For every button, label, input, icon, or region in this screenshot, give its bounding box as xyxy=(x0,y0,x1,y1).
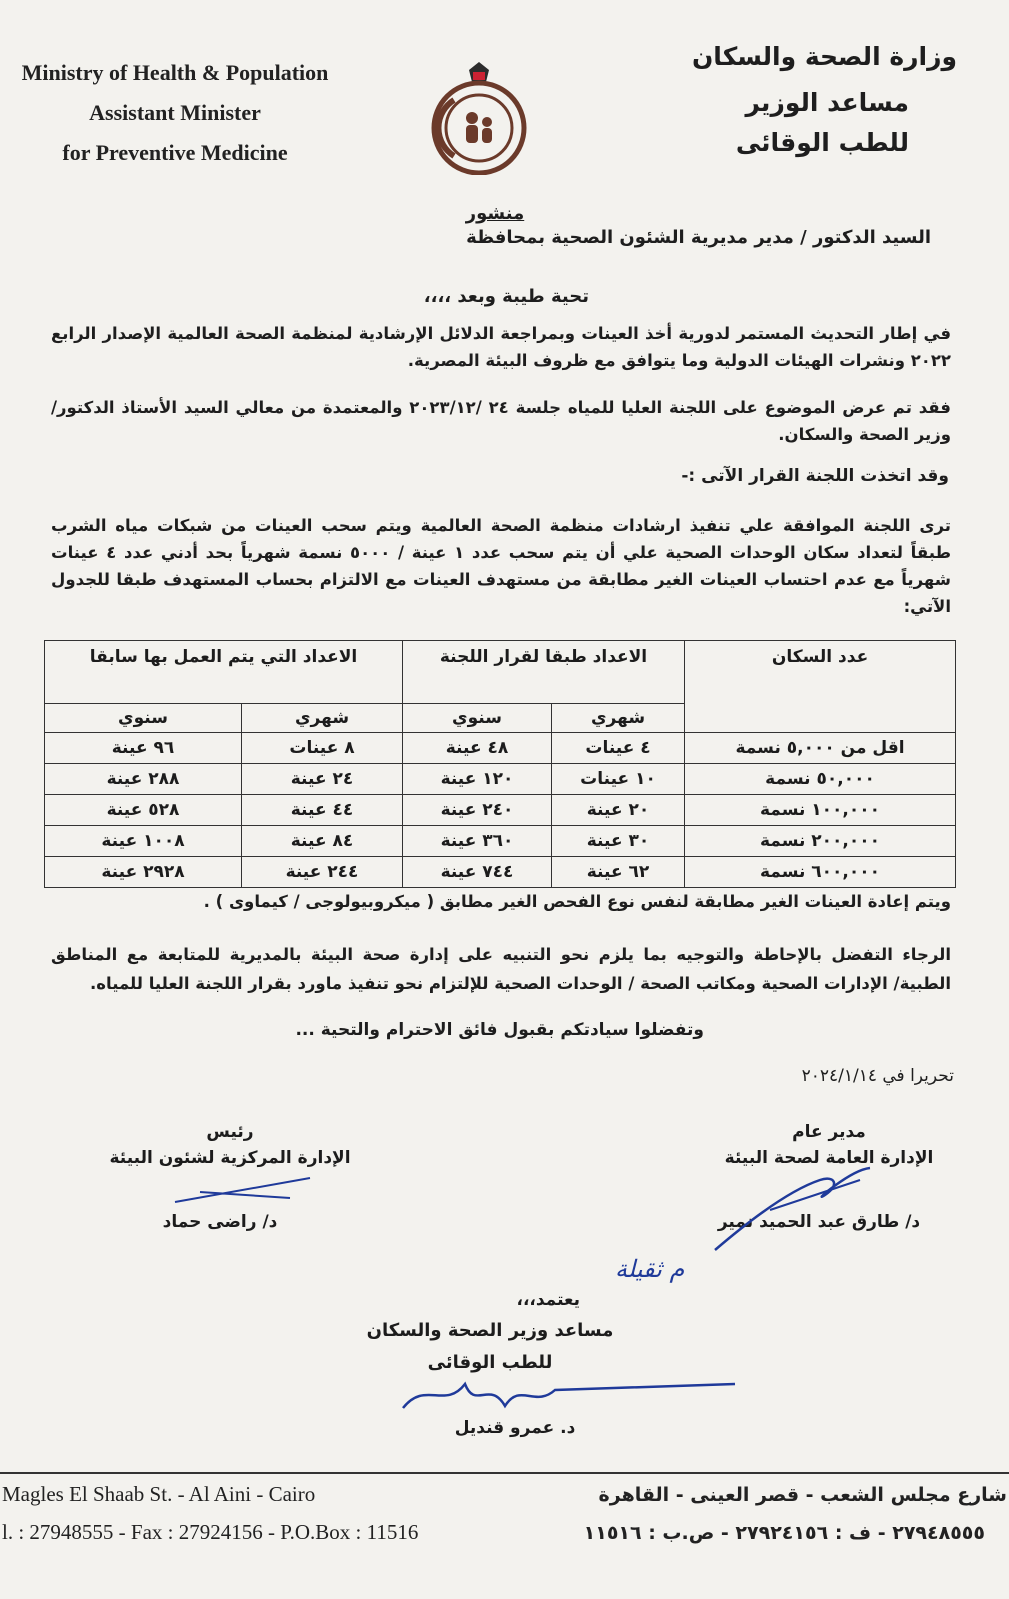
header-en-assistant: Assistant Minister xyxy=(89,100,261,125)
header-population: عدد السكان xyxy=(685,641,956,733)
paragraph-session: فقد تم عرض الموضوع على اللجنة العليا للمياه جلسة ٢٤ /٢٠٢٣/١٢ والمعتمدة من معالي السيد الأستاذ الدكتور/ وزير الصحة والسكان. xyxy=(51,398,951,444)
ministry-logo xyxy=(424,60,534,179)
footer-en-contact: l. : 27948555 - Fax : 27924156 - P.O.Box : 11516 xyxy=(2,1520,419,1544)
subheader-annual-old: سنوي xyxy=(45,704,242,733)
table-row xyxy=(45,764,956,795)
approval-title: مساعد وزير الصحة والسكان xyxy=(366,1320,614,1341)
greeting: تحية طيبة وبعد ،،،، xyxy=(423,286,589,307)
header-ar-preventive: للطب الوقائى xyxy=(735,128,909,157)
cell-population: اقل من ٥,٠٠٠ نسمة xyxy=(685,733,956,764)
cell-old-monthly: ٢٤ عينة xyxy=(242,764,403,795)
cell-old-monthly: ٢٤٤ عينة xyxy=(242,857,403,888)
footer-divider xyxy=(0,1472,1009,1474)
cell-new-monthly: ٤ عينات xyxy=(552,733,685,764)
header-committee: الاعداد طبقا لقرار اللجنة xyxy=(403,641,685,704)
footer-ar-address: شارع مجلس الشعب - قصر العينى - القاهرة xyxy=(598,1484,1007,1506)
table-row xyxy=(45,826,956,857)
footer-en-address: Magles El Shaab St. - Al Aini - Cairo xyxy=(2,1482,316,1506)
cell-old-annual: ٢٩٢٨ عينة xyxy=(45,857,242,888)
paragraph-decision: وقد اتخذت اللجنة القرار الآتى :- xyxy=(681,466,949,486)
header-en-ministry: Ministry of Health & Population xyxy=(21,60,329,85)
signature-left-name: د/ راضى حماد xyxy=(162,1212,278,1232)
header-ar-ministry: وزارة الصحة والسكان xyxy=(691,42,957,71)
approval-name: د. عمرو قنديل xyxy=(454,1418,576,1438)
cell-old-monthly: ٤٤ عينة xyxy=(242,795,403,826)
cell-new-annual: ٣٦٠ عينة xyxy=(403,826,552,857)
paragraph-intro: في إطار التحديث المستمر لدورية أخذ العينات وبمراجعة الدلائل الإرشادية لمنظمة الصحة العالمية الإصدار الرابع ٢٠٢٢ ونشرات الهيئات الدولية وما يتوافق مع ظروف البيئة المصرية. xyxy=(51,324,951,370)
cell-old-monthly: ٨٤ عينة xyxy=(242,826,403,857)
signature-right-name: د/ طارق عبد الحميد نمير xyxy=(717,1212,921,1232)
cell-population: ٥٠,٠٠٠ نسمة xyxy=(685,764,956,795)
header-en-preventive: for Preventive Medicine xyxy=(62,140,288,165)
cell-population: ٦٠٠,٠٠٠ نسمة xyxy=(685,857,956,888)
document-title: منشور xyxy=(465,203,525,224)
cell-new-monthly: ٢٠ عينة xyxy=(552,795,685,826)
signature-left-department: الإدارة المركزية لشئون البيئة xyxy=(109,1148,351,1168)
issue-date: تحريرا في ٢٠٢٤/١/١٤ xyxy=(801,1066,954,1086)
cell-new-annual: ٤٨ عينة xyxy=(403,733,552,764)
table-row xyxy=(45,857,956,888)
approval-subtitle: للطب الوقائى xyxy=(427,1352,553,1373)
handwritten-note: م ثقيلة xyxy=(615,1255,685,1283)
cell-new-monthly: ٦٢ عينة xyxy=(552,857,685,888)
table-row xyxy=(45,733,956,764)
cell-new-monthly: ٣٠ عينة xyxy=(552,826,685,857)
cell-old-annual: ٥٢٨ عينة xyxy=(45,795,242,826)
cell-old-annual: ٩٦ عينة xyxy=(45,733,242,764)
paragraph-request: الرجاء التفضل بالإحاطة والتوجيه بما يلزم نحو التنبيه على إدارة صحة البيئة بالمديرية للمتابعة مع المناطق الطبية/ الإدارات الصحية ومكاتب الصحة / الوحدات الصحية للإلتزام نحو تنفيذ ماورد بقرار اللجنة العليا للمياه. xyxy=(51,945,951,993)
cell-population: ١٠٠,٠٠٠ نسمة xyxy=(685,795,956,826)
subheader-monthly-new: شهري xyxy=(552,704,685,733)
signature-left-title: رئيس xyxy=(206,1122,254,1142)
addressee: السيد الدكتور / مدير مديرية الشئون الصحية بمحافظة xyxy=(466,227,931,248)
cell-population: ٢٠٠,٠٠٠ نسمة xyxy=(685,826,956,857)
table-row xyxy=(45,795,956,826)
closing-line: وتفضلوا سيادتكم بقبول فائق الاحترام والتحية ... xyxy=(295,1020,704,1040)
signature-right-department: الإدارة العامة لصحة البيئة xyxy=(724,1148,934,1168)
cell-new-annual: ١٢٠ عينة xyxy=(403,764,552,795)
samples-table xyxy=(44,640,956,888)
footer-ar-contact: ٢٧٩٤٨٥٥٥ - ف : ٢٧٩٢٤١٥٦ - ص.ب : ١١٥١٦ xyxy=(583,1522,985,1544)
cell-old-annual: ١٠٠٨ عينة xyxy=(45,826,242,857)
paragraph-committee: ترى اللجنة الموافقة علي تنفيذ ارشادات منظمة الصحة العالمية ويتم سحب العينات من شبكات مياه الشرب طبقاً لتعداد سكان الوحدات الصحية علي أن يتم سحب عدد ١ عينة / ٥٠٠٠ نسمة شهرياً بحد أدني عدد ٤ عينات شهرياً مع عدم احتساب العينات الغير مطابقة من مستهدف العينات مع الالتزام بحساب المستهدف طبقا للجدول الآتي: xyxy=(51,516,952,616)
subheader-monthly-old: شهري xyxy=(242,704,403,733)
approval-signature-scribble xyxy=(395,1370,745,1420)
signature-left-scribble xyxy=(170,1170,320,1210)
cell-new-annual: ٢٤٠ عينة xyxy=(403,795,552,826)
signature-right-title: مدير عام xyxy=(792,1122,866,1142)
header-ar-assistant: مساعد الوزير xyxy=(745,88,909,117)
cell-old-annual: ٢٨٨ عينة xyxy=(45,764,242,795)
signature-right-scribble xyxy=(710,1160,880,1260)
cell-new-annual: ٧٤٤ عينة xyxy=(403,857,552,888)
header-previous: الاعداد التي يتم العمل بها سابقا xyxy=(45,641,403,704)
cell-old-monthly: ٨ عينات xyxy=(242,733,403,764)
cell-new-monthly: ١٠ عينات xyxy=(552,764,685,795)
subheader-annual-new: سنوي xyxy=(403,704,552,733)
paragraph-retest: ويتم إعادة العينات الغير مطابقة لنفس نوع الفحص الغير مطابق ( ميكروبيولوجى / كيماوى ) . xyxy=(203,892,951,911)
approval-label: يعتمد،،، xyxy=(516,1290,580,1310)
